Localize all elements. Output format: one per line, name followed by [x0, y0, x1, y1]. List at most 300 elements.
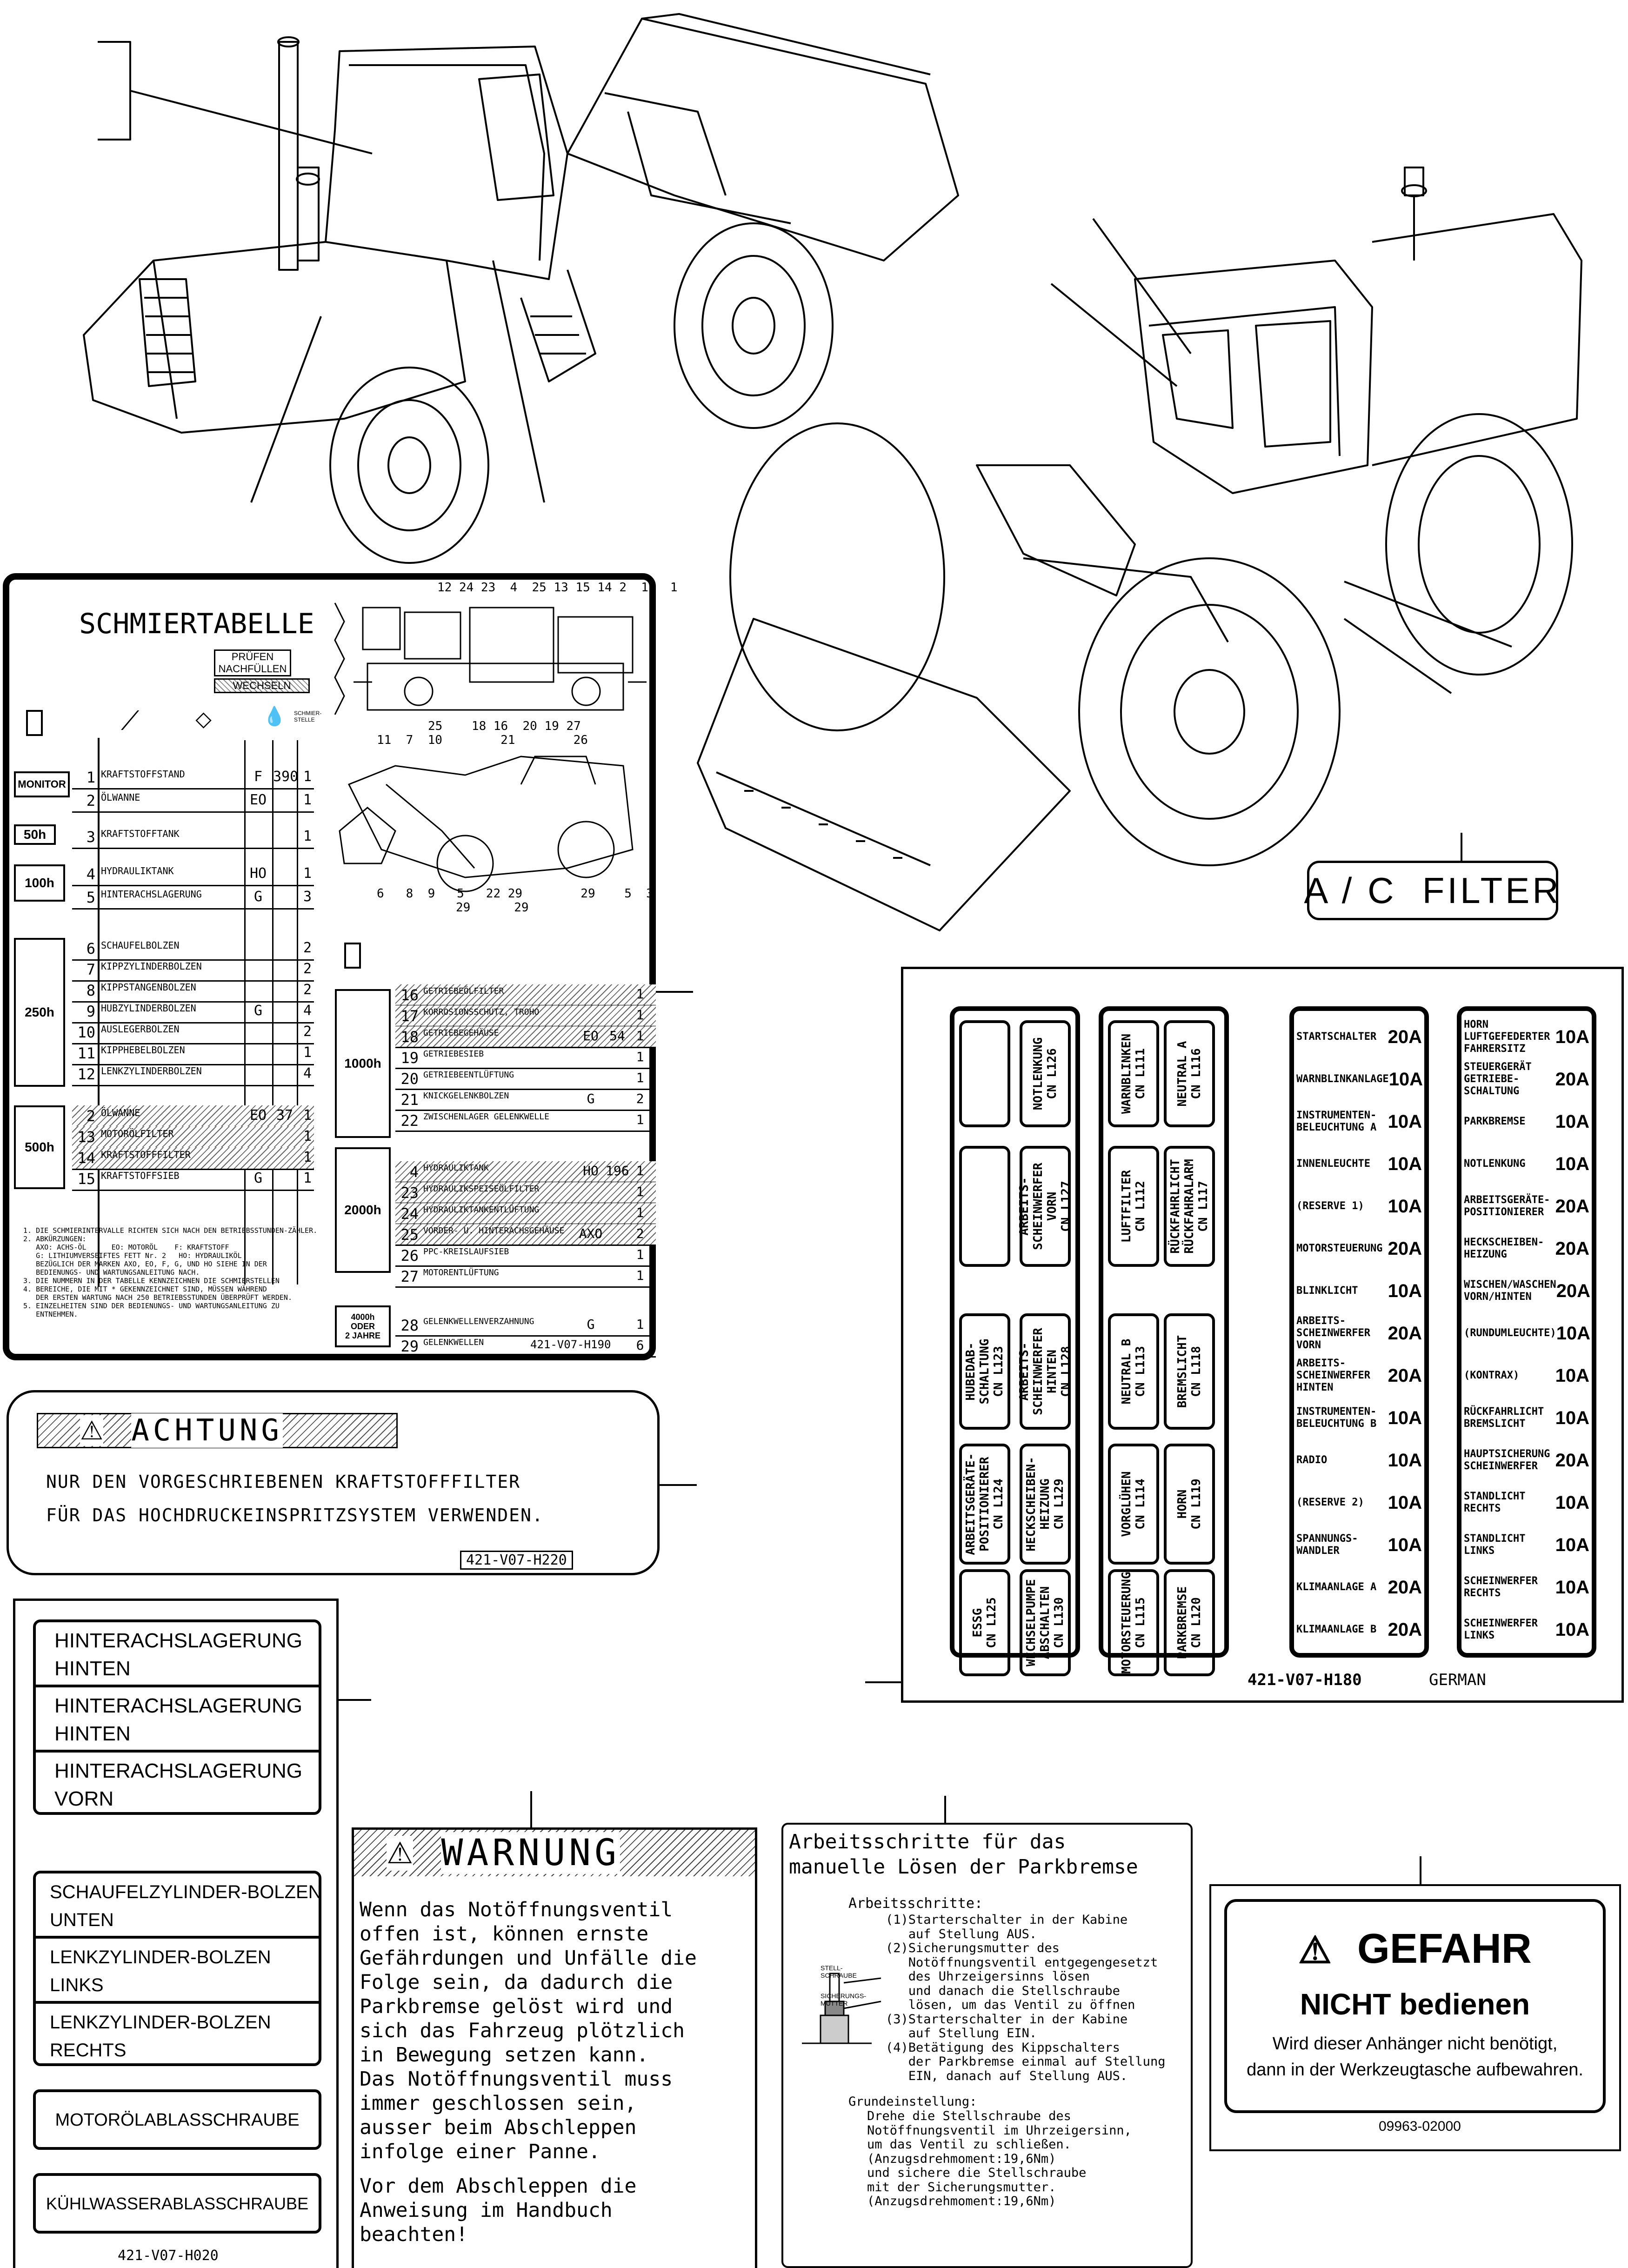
- lube-row-name: HYDRAULIKSPEISEÖLFILTER: [423, 1184, 540, 1194]
- interval-monitor-label: MONITOR: [18, 778, 66, 790]
- parkbremse-title: Arbeitsschritte für das manuelle Lösen der Parkbremse: [789, 1830, 1138, 1879]
- gefahr-part-no: 09963-02000: [1379, 2119, 1461, 2134]
- lube-row-cnt: 2: [303, 982, 312, 998]
- relay-box: [1108, 1313, 1159, 1430]
- parkbremse-leader-line: [944, 1796, 946, 1823]
- relay-box: [1017, 1313, 1073, 1430]
- lube-row-code: G: [254, 1170, 263, 1186]
- parkbremse-instructions: [781, 1823, 1193, 2268]
- lube-row: [395, 1005, 656, 1027]
- lube-row-code: EO: [583, 1028, 599, 1044]
- lubrication-chart-part-no: 421-V07-H190: [530, 1338, 611, 1351]
- lube-row-cnt: 2: [303, 1024, 312, 1040]
- relay-label: RÜCKFAHRLICHT RÜCKFAHRALARM CN L117: [1168, 1159, 1210, 1254]
- lube-row-num: 4: [86, 865, 95, 883]
- fuse-row: [1296, 1354, 1422, 1397]
- lube-row-name: KRAFTSTOFFFILTER: [101, 1149, 191, 1160]
- plates-group-2: [33, 1871, 321, 2066]
- gefahr-subtitle: NICHT bedienen: [1300, 1987, 1530, 2021]
- warning-triangle-icon: ⚠: [1298, 1929, 1332, 1971]
- lube-row-name: ÖLWANNE: [101, 792, 140, 803]
- fuse-name: RADIO: [1296, 1454, 1328, 1466]
- interval-50h: [14, 824, 56, 845]
- plate-schaufelzylinder: SCHAUFELZYLINDER-BOLZEN UNTEN: [36, 1873, 319, 1939]
- lube-row-name: ÖLWANNE: [101, 1107, 140, 1118]
- plates-part-no: 421-V07-H020: [118, 2248, 219, 2264]
- fuse-amp: 10A: [1555, 1534, 1589, 1555]
- lube-row-cnt: 1: [303, 1044, 312, 1061]
- lube-row: [72, 790, 314, 813]
- fuse-row: [1464, 1270, 1589, 1312]
- relay-box: [1108, 1569, 1159, 1676]
- relay-box: [1017, 1146, 1073, 1267]
- plate-motoroelablass: MOTORÖLABLASSCHRAUBE: [33, 2089, 321, 2150]
- lube-row-code: G: [254, 889, 263, 905]
- lube-row-code: EO: [249, 1107, 267, 1124]
- relay-box: [959, 1569, 1010, 1676]
- relay-box: [1020, 1569, 1071, 1676]
- fuse-row: [1464, 1354, 1589, 1397]
- fuse-leader-line: [865, 1681, 902, 1683]
- lube-row-cnt: 2: [303, 961, 312, 977]
- relay-label: NEUTRAL B CN L113: [1120, 1338, 1148, 1405]
- lube-row-amt: 390: [273, 769, 299, 785]
- relay-box: [1020, 1444, 1071, 1565]
- bottom-position-numbers-b: 29 29: [456, 901, 529, 915]
- fuse-row: [1464, 1312, 1589, 1355]
- relay-box: [1108, 1020, 1159, 1127]
- fuse-row: [1464, 1227, 1589, 1270]
- fuse-name: ARBEITSGERÄTE- POSITIONIERER: [1464, 1194, 1550, 1218]
- lube-row: [395, 1026, 656, 1048]
- lubrication-chart-title: SCHMIERTABELLE: [79, 608, 314, 640]
- lube-row-amt: 54: [609, 1028, 625, 1044]
- lube-row-code: EO: [249, 792, 267, 808]
- fuse-name: STEUERGERÄT GETRIEBE- SCHALTUNG: [1464, 1061, 1532, 1097]
- fuse-row: [1464, 1397, 1589, 1439]
- ac-filter-text: A / C FILTER: [1304, 870, 1561, 911]
- fuse-name: STANDLICHT LINKS: [1464, 1533, 1526, 1557]
- interval-50h-label: 50h: [23, 827, 47, 842]
- lube-row: [72, 767, 314, 789]
- fuse-amp: 10A: [1388, 1280, 1422, 1301]
- lube-row-cnt: 1: [303, 865, 312, 882]
- fuse-amp: 10A: [1555, 1407, 1589, 1428]
- lube-row: [395, 1203, 656, 1225]
- lube-row-num: 2: [86, 792, 95, 810]
- relay-label: ARBEITS- SCHEINWERFER VORN CN L127: [1017, 1163, 1073, 1250]
- lube-row-num: 22: [400, 1112, 419, 1130]
- lube-row: [72, 959, 314, 982]
- lube-row-num: 24: [400, 1205, 419, 1223]
- fuse-amp: 10A: [1388, 1196, 1422, 1217]
- interval-250h: [14, 938, 65, 1087]
- fuse-name: (RESERVE 1): [1296, 1200, 1364, 1212]
- fuse-amp: 10A: [1556, 1323, 1591, 1344]
- fuse-name: MOTORSTEUERUNG: [1296, 1243, 1383, 1254]
- fuse-name: INSTRUMENTEN- BELEUCHTUNG A: [1296, 1110, 1377, 1133]
- plate-lenkzylinder-rechts: LENKZYLINDER-BOLZEN RECHTS: [50, 2012, 271, 2061]
- lube-row-cnt: 1: [303, 792, 312, 808]
- lube-row-name: PPC-KREISLAUFSIEB: [423, 1247, 509, 1257]
- ac-filter-label: [1304, 861, 1561, 920]
- relay-label: ESSG CN L125: [971, 1597, 999, 1648]
- interval-100h-label: 100h: [25, 876, 54, 890]
- lube-row-cnt: 3: [303, 889, 312, 905]
- warnung-label: [352, 1827, 757, 2268]
- lube-row-name: KORROSIONSSCHUTZ, TROHO: [423, 1007, 540, 1017]
- schmierstelle-header: SCHMIER- STELLE: [294, 710, 322, 723]
- lube-row-cnt: 1: [636, 1112, 644, 1127]
- lube-row-name: KIPPHEBELBOLZEN: [101, 1044, 185, 1056]
- lube-row-name: GETRIEBESIEB: [423, 1049, 484, 1059]
- lube-row-code: HO: [249, 865, 267, 882]
- interval-4000h: [335, 1305, 391, 1347]
- lube-row-num: 15: [77, 1170, 95, 1188]
- lube-row-num: 1: [86, 769, 95, 786]
- relay-box: [1164, 1020, 1215, 1127]
- fuse-row: [1464, 1016, 1589, 1058]
- fuse-amp: 20A: [1388, 1577, 1422, 1598]
- relay-label: HECKSCHEIBEN- HEIZUNG CN L129: [1024, 1457, 1066, 1552]
- fuse-amp: 20A: [1555, 1450, 1589, 1471]
- fuse-amp: 20A: [1388, 1026, 1422, 1047]
- plates-group-1: [33, 1619, 321, 1815]
- lube-row-num: 21: [400, 1091, 419, 1109]
- interval-2000h-label: 2000h: [344, 1203, 381, 1217]
- fuse-amp: 10A: [1555, 1619, 1589, 1640]
- fuse-name: HECKSCHEIBEN- HEIZUNG: [1464, 1237, 1544, 1260]
- lube-row-num: 9: [86, 1003, 95, 1020]
- lube-row: [72, 1105, 314, 1128]
- lube-row-name: HYDRAULIKTANKENTLÜFTUNG: [423, 1205, 540, 1215]
- fuse-amp: 10A: [1388, 1492, 1422, 1513]
- parkbremse-subtitle: Arbeitsschritte:: [848, 1895, 983, 1912]
- lube-row-num: 11: [77, 1044, 95, 1062]
- relay-label: HUBEDAB- SCHALTUNG CN L123: [964, 1338, 1006, 1405]
- mid-position-numbers-b: 11 7 10 21 26: [377, 733, 588, 747]
- oil-can-icon: ⬦: [195, 706, 212, 732]
- lube-row-name: VORDER- U. HINTERACHSGEHÄUSE: [423, 1226, 565, 1236]
- interval-500h: [14, 1105, 65, 1189]
- relay-box: [1164, 1146, 1215, 1267]
- fuse-amp: 10A: [1388, 1111, 1422, 1132]
- fuse-row: [1296, 1143, 1422, 1185]
- interval-1000h: [335, 989, 391, 1138]
- relay-label: WARNBLINKEN CN L111: [1120, 1033, 1148, 1114]
- lube-row-cnt: 1: [636, 1247, 644, 1262]
- warning-triangle-icon: ⚠: [387, 1836, 414, 1870]
- lube-row-code: G: [254, 1003, 263, 1019]
- lube-row: [72, 826, 314, 849]
- legend-wechseln: WECHSELN: [214, 678, 310, 693]
- right-table-box-icon: [344, 943, 361, 969]
- warnung-body: Wenn das Notöffnungsventil offen ist, können ernste Gefährdungen und Unfälle die Folge sein, da dadurch die Parkbremse gelöst wird und sich das Fahrzeug plötzlich in Bewegung setzen kann. Das Notöffnungsventil muss immer geschlossen sein, ausser beim Abschleppen infolge einer Panne.: [360, 1898, 697, 2163]
- fuse-amp: 10A: [1388, 1450, 1422, 1471]
- lube-row-num: 7: [86, 961, 95, 978]
- lube-row-num: 6: [86, 940, 95, 957]
- lube-row: [72, 863, 314, 886]
- lube-row: [72, 1064, 314, 1086]
- fuse-name: PARKBREMSE: [1464, 1116, 1526, 1127]
- lube-row: [395, 1068, 656, 1090]
- fuse-row: [1296, 1227, 1422, 1270]
- lube-row-cnt: 1: [636, 1028, 644, 1044]
- lube-row: [395, 984, 656, 1006]
- fuse-name: INNENLEUCHTE: [1296, 1158, 1370, 1170]
- lube-row-cnt: 1: [303, 769, 312, 785]
- plate-hinterachslagerung-1: HINTERACHSLAGERUNG HINTEN: [36, 1622, 319, 1687]
- lube-row-num: 5: [86, 889, 95, 906]
- fuse-row: [1296, 1608, 1422, 1651]
- fuse-amp: 10A: [1555, 1111, 1589, 1132]
- fuse-name: INSTRUMENTEN- BELEUCHTUNG B: [1296, 1406, 1377, 1430]
- lube-row: [72, 1168, 314, 1191]
- lube-row-num: 27: [400, 1268, 419, 1285]
- achtung-title: ACHTUNG: [131, 1413, 283, 1448]
- achtung-label: [7, 1390, 660, 1575]
- lube-row-name: KNICKGELENKBOLZEN: [423, 1091, 509, 1101]
- lube-row-cnt: 1: [636, 1049, 644, 1064]
- lube-row-cnt: 1: [636, 986, 644, 1002]
- lube-row: [72, 938, 314, 961]
- achtung-header: [37, 1413, 398, 1448]
- parkbremse-grund-title: Grundeinstellung:: [848, 2094, 977, 2109]
- interval-2000h: [335, 1147, 391, 1273]
- fuse-row: [1464, 1566, 1589, 1609]
- fuse-name: RÜCKFAHRLICHT BREMSLICHT: [1464, 1406, 1544, 1430]
- lube-row-num: 20: [400, 1070, 419, 1088]
- lube-row-cnt: 1: [303, 1170, 312, 1186]
- fuse-name: STARTSCHALTER: [1296, 1031, 1377, 1043]
- lube-row-amt: 196: [606, 1163, 629, 1178]
- fuse-amp: 10A: [1388, 1069, 1423, 1090]
- fuse-row: [1296, 1524, 1422, 1566]
- lube-row: [395, 1089, 656, 1111]
- lube-row-name: KRAFTSTOFFSTAND: [101, 769, 185, 780]
- relay-label: LUFTFILTER CN L112: [1120, 1170, 1148, 1243]
- fuse-part-no: 421-V07-H180: [1248, 1671, 1362, 1689]
- relay-label: PARKBREMSE CN L120: [1175, 1586, 1203, 1659]
- fuse-name: (RESERVE 2): [1296, 1497, 1364, 1508]
- fuse-name: SCHEINWERFER LINKS: [1464, 1618, 1538, 1641]
- fuse-row: [1296, 1058, 1422, 1101]
- fuse-name: ARBEITS- SCHEINWERFER VORN: [1296, 1315, 1370, 1351]
- lube-row: [395, 1161, 656, 1183]
- achtung-leader-line: [660, 1484, 697, 1486]
- fuse-name: (KONTRAX): [1464, 1370, 1520, 1381]
- lube-row-num: 17: [400, 1007, 419, 1025]
- relay-box: [959, 1444, 1010, 1565]
- fuse-amp: 10A: [1555, 1365, 1589, 1386]
- parkbremse-steps: (1)Starterschalter in der Kabine auf Stellung AUS. (2)Sicherungsmutter des Notöffnungsventil entgegengesetzt des Uhrzeigersinns lösen und danach die Stellschraube lösen, um das Ventil zu öffnen (3)Starterschalter in der Kabine auf Stellung EIN. (4)Betätigung des Kippschalters der Parkbremse einmal auf Stellung EIN, danach auf Stellung AUS.: [886, 1913, 1166, 2083]
- lubrication-points-diagram: [326, 589, 651, 905]
- mid-position-numbers-a: 25 18 16 20 19 27: [428, 719, 581, 733]
- relay-box: [959, 1146, 1010, 1267]
- gefahr-leader-line: [1420, 1856, 1421, 1884]
- lube-row-num: 23: [400, 1184, 419, 1202]
- lube-row-name: GELENKWELLEN: [423, 1338, 484, 1347]
- plate-hinterachslagerung-2: HINTERACHSLAGERUNG HINTEN: [36, 1687, 319, 1753]
- lube-row-cnt: 1: [636, 1007, 644, 1023]
- lube-row-name: ZWISCHENLAGER GELENKWELLE: [423, 1112, 549, 1122]
- relay-label: NEUTRAL A CN L116: [1175, 1041, 1203, 1107]
- check-box-icon: [26, 710, 43, 736]
- lube-row-num: 14: [77, 1149, 95, 1167]
- lube-row-name: GETRIEBEGEHÄUSE: [423, 1028, 499, 1038]
- fuse-row: [1296, 1481, 1422, 1524]
- wheel-loader-front-view-drawing: [688, 186, 1628, 940]
- lube-row-code: AXO: [579, 1226, 603, 1241]
- fuse-amp: 10A: [1555, 1577, 1589, 1598]
- lube-row-code: F: [254, 769, 263, 785]
- relay-label: BREMSLICHT CN L118: [1175, 1335, 1203, 1408]
- lube-row-name: AUSLEGERBOLZEN: [101, 1024, 180, 1035]
- lube-row-num: 16: [400, 986, 419, 1004]
- relay-box: [1108, 1146, 1159, 1267]
- fuse-amp: 20A: [1388, 1365, 1422, 1386]
- interval-monitor: [14, 771, 70, 797]
- fuse-name: BLINKLICHT: [1296, 1285, 1358, 1297]
- warnung-body-2: Vor dem Abschleppen die Anweisung im Handbuch beachten!: [360, 2174, 637, 2246]
- lube-row-num: 26: [400, 1247, 419, 1264]
- oil-drop-icon: 💧: [263, 706, 286, 727]
- lube-row-cnt: 2: [636, 1226, 644, 1241]
- fuse-name: WISCHEN/WASCHEN VORN/HINTEN: [1464, 1279, 1556, 1303]
- relay-box: [959, 1020, 1010, 1127]
- interval-1000h-label: 1000h: [344, 1056, 381, 1070]
- relay-label: ARBEITSGERÄTE- POSITIONIERER CN L124: [964, 1453, 1006, 1555]
- warning-triangle-icon: ⚠: [80, 1416, 104, 1445]
- lube-row-name: SCHAUFELBOLZEN: [101, 940, 180, 951]
- lube-row-cnt: 1: [636, 1205, 644, 1220]
- fuse-row: [1464, 1185, 1589, 1228]
- lube-row-cnt: 4: [303, 1003, 312, 1019]
- lube-row: [72, 1043, 314, 1065]
- interval-4000h-label: 4000h ODER 2 JAHRE: [345, 1312, 381, 1340]
- label-stellschraube: STELL- SCHRAUBE: [821, 1964, 857, 1979]
- lube-row-cnt: 1: [303, 1128, 312, 1144]
- lube-row: [395, 1336, 656, 1358]
- fuse-name: HORN LUFTGEFEDERTER FAHRERSITZ: [1464, 1019, 1550, 1055]
- gefahr-text: Wird dieser Anhänger nicht benötigt, dann in der Werkzeugtasche aufbewahren.: [1247, 2034, 1583, 2080]
- achtung-part-no: 421-V07-H220: [460, 1551, 573, 1570]
- fuse-amp: 10A: [1388, 1407, 1422, 1428]
- lube-row: [72, 980, 314, 1003]
- lube-row: [395, 1047, 656, 1069]
- relay-box: [959, 1313, 1010, 1430]
- plate-kuehlwasserablass: KÜHLWASSERABLASSCHRAUBE: [33, 2173, 321, 2234]
- lube-row: [72, 1022, 314, 1044]
- lube-row: [395, 1182, 656, 1204]
- fuse-amp: 10A: [1555, 1026, 1589, 1047]
- legend-pruefen: PRÜFEN NACHFÜLLEN: [214, 649, 291, 676]
- lube-row-num: 2: [86, 1107, 95, 1125]
- lube-row-name: GELENKWELLENVERZAHNUNG: [423, 1317, 534, 1326]
- lube-row-name: LENKZYLINDERBOLZEN: [101, 1065, 202, 1077]
- lube-row-cnt: 1: [303, 1107, 312, 1124]
- lubrication-leader-line: [656, 991, 693, 993]
- relay-box: [1164, 1313, 1215, 1430]
- lube-row-name: KIPPZYLINDERBOLZEN: [101, 961, 202, 972]
- fuse-row: [1296, 1016, 1422, 1058]
- relay-box: [1020, 1020, 1071, 1127]
- lube-row-num: 18: [400, 1028, 419, 1046]
- gefahr-tag: [1209, 1884, 1621, 2151]
- lube-row-cnt: 1: [636, 1317, 644, 1332]
- plates-panel: [13, 1599, 339, 2268]
- fuse-amp: 10A: [1555, 1153, 1589, 1174]
- lubrication-chart: [3, 573, 678, 1360]
- lube-row-cnt: 1: [636, 1268, 644, 1283]
- fuse-amp: 10A: [1388, 1153, 1422, 1174]
- lube-row-name: MOTORÖLFILTER: [101, 1128, 174, 1139]
- relay-label: VORGLÜHEN CN L114: [1120, 1471, 1148, 1537]
- relay-label: HORN CN L119: [1175, 1479, 1203, 1530]
- fuse-amp: 20A: [1556, 1280, 1591, 1301]
- lube-row-cnt: 1: [636, 1070, 644, 1085]
- lube-row-num: 3: [86, 828, 95, 846]
- lube-row-num: 10: [77, 1024, 95, 1041]
- fuse-amp: 20A: [1555, 1069, 1589, 1090]
- fuse-row: [1296, 1185, 1422, 1228]
- fuse-amp: 10A: [1555, 1492, 1589, 1513]
- lube-row-name: HINTERACHSLAGERUNG: [101, 889, 202, 900]
- lube-row-name: HYDRAULIKTANK: [423, 1163, 489, 1173]
- lube-row-num: 28: [400, 1317, 419, 1334]
- fuse-row: [1464, 1608, 1589, 1651]
- lube-row-cnt: 1: [636, 1163, 644, 1178]
- fuse-name: SCHEINWERFER RECHTS: [1464, 1575, 1538, 1599]
- lube-row: [72, 1126, 314, 1149]
- achtung-line1: NUR DEN VORGESCHRIEBENEN KRAFTSTOFFFILTER: [46, 1472, 520, 1492]
- lube-row-name: HUBZYLINDERBOLZEN: [101, 1003, 196, 1014]
- fuse-name: KLIMAANLAGE B: [1296, 1624, 1377, 1635]
- fuse-row: [1464, 1143, 1589, 1185]
- fuse-row: [1296, 1397, 1422, 1439]
- lube-row-name: KIPPSTANGENBOLZEN: [101, 982, 196, 993]
- lube-row: [72, 1001, 314, 1024]
- lube-row: [395, 1224, 656, 1246]
- fuse-row: [1296, 1439, 1422, 1482]
- fuse-amp: 20A: [1555, 1238, 1589, 1259]
- lube-row-cnt: 6: [636, 1338, 644, 1353]
- interval-250h-label: 250h: [25, 1005, 54, 1019]
- lube-row: [72, 887, 314, 910]
- gefahr-inner: [1224, 1899, 1606, 2113]
- bottom-position-numbers: 6 8 9 5 22 29 29 5 3: [377, 887, 654, 901]
- fuse-language: GERMAN: [1429, 1671, 1486, 1689]
- lube-row: [395, 1266, 656, 1288]
- plate-hinterachslagerung-vorn: HINTERACHSLAGERUNG VORN: [54, 1760, 302, 1810]
- fuse-name: HAUPTSICHERUNG SCHEINWERFER: [1464, 1448, 1550, 1472]
- lube-row-name: MOTORENTLÜFTUNG: [423, 1268, 499, 1278]
- grease-gun-icon: ⟋: [121, 706, 140, 735]
- lube-row-code: G: [587, 1091, 595, 1106]
- lube-row-amt: 37: [276, 1107, 294, 1124]
- lube-row-num: 12: [77, 1065, 95, 1083]
- lube-row-num: 8: [86, 982, 95, 999]
- parkbremse-grund: Drehe die Stellschraube des Notöffnungsventil im Uhrzeigersinn, um das Ventil zu schließen. (Anzugsdrehmoment:19,6Nm) und sichere die Stellschraube mit der Sicherungsmutter. (Anzugsdrehmoment:19,6Nm): [867, 2109, 1132, 2208]
- lube-row-cnt: 2: [303, 940, 312, 956]
- lube-row-name: GETRIEBEÖLFILTER: [423, 986, 504, 996]
- plates-leader-line: [339, 1699, 371, 1701]
- interval-500h-label: 500h: [25, 1140, 54, 1154]
- lube-row-cnt: 1: [636, 1184, 644, 1199]
- warnung-title: WARNUNG: [441, 1832, 621, 1874]
- gefahr-title: GEFAHR: [1357, 1926, 1532, 1972]
- fuse-row: [1464, 1524, 1589, 1566]
